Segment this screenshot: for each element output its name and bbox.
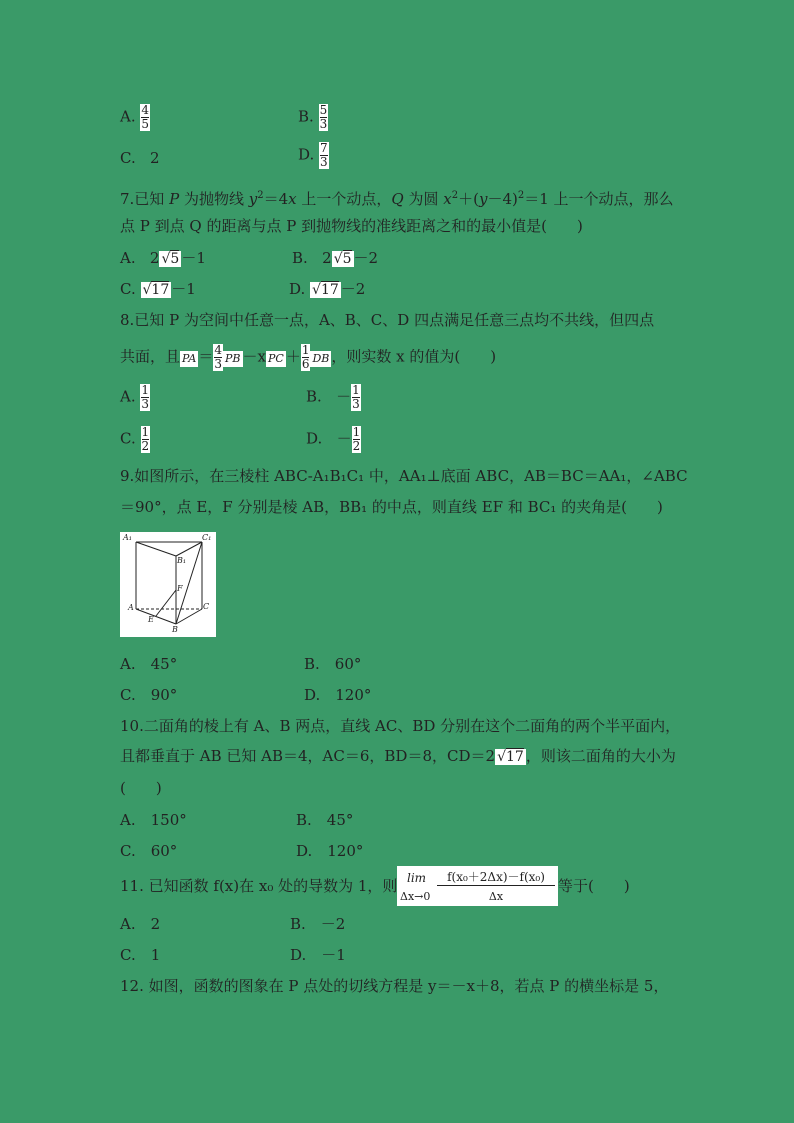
fraction: $\frac{4}{5}$ [141,103,150,131]
q8-option-a[interactable]: A. $\frac{1}{3}$ [120,383,150,411]
q8-option-b[interactable]: B. － $\frac{1}{3}$ [306,383,360,411]
q11-option-b[interactable]: B. －2 [290,915,346,933]
q6-option-d[interactable]: D. $\frac{7}{3}$ [298,141,328,169]
fraction: $\frac{1}{6}$ [301,343,310,371]
q10-option-c[interactable]: C. 60° [120,842,178,860]
q7-stem-line1: 7.已知 P 为抛物线 $y^2=4x$ 上一个动点，Q 为圆 $x^2+(y-4)^2=1$ 上一个动点，那么 [120,190,674,208]
q9-option-d[interactable]: D. 120° [304,686,372,704]
limit-expression: lim Δx→0 f(x₀＋2Δx)－f(x₀) Δx [397,866,558,906]
q7-option-a[interactable]: A. 2 √5 －1 [120,249,206,267]
vector-db: DB [312,351,330,365]
vector-pb: PB [225,351,241,365]
q11-option-d[interactable]: D. －1 [290,946,346,964]
q11-option-c[interactable]: C. 1 [120,946,161,964]
sqrt: √5 [333,251,352,267]
q6-option-a[interactable]: A. $\frac{4}{5}$ [120,103,150,131]
q9-stem-line1: 9.如图所示，在三棱柱 ABC-A₁B₁C₁ 中，AA₁⊥底面 ABC，AB＝BC＝AA₁，∠ABC [120,467,688,485]
fraction: $\frac{1}{3}$ [352,383,360,411]
sqrt: √17 [142,282,170,298]
q8-stem-line1: 8.已知 P 为空间中任意一点，A、B、C、D 四点满足任意三点均不共线，但四点 [120,311,655,329]
fraction: $\frac{1}{2}$ [352,425,361,453]
q10-stem-line2: 且都垂直于 AB 已知 AB＝4，AC＝6，BD＝8，CD＝2 √17 ，则该二面角的大小为 [120,747,676,765]
q10-stem-line3: ( ) [120,779,162,797]
q6-option-b[interactable]: B. $\frac{5}{3}$ [298,103,328,131]
q6-option-c[interactable]: C. 2 [120,149,160,167]
vector-pa: PA [182,351,197,365]
q9-stem-line2: ＝90°，点 E，F 分别是棱 AB，BB₁ 的中点，则直线 EF 和 BC₁ 的夹角是( ) [120,498,663,516]
q10-option-d[interactable]: D. 120° [296,842,364,860]
figure-label: F [177,584,183,593]
figure-label: E [148,615,154,624]
figure-label: A [128,603,134,612]
q7-option-d[interactable]: D. √17 －2 [289,280,366,298]
sqrt: √17 [312,282,339,298]
fraction: $\frac{7}{3}$ [320,141,328,169]
figure-label: A₁ [123,533,132,542]
figure-label: C [203,602,210,611]
q10-stem-line1: 10.二面角的棱上有 A、B 两点，直线 AC、BD 分别在这个二面角的两个半平面内， [120,717,681,735]
q9-option-b[interactable]: B. 60° [304,655,362,673]
q8-option-d[interactable]: D. － $\frac{1}{2}$ [306,425,361,453]
figure-label: B [172,625,178,634]
vector-pc: PC [267,351,284,365]
q11-stem-b: 等于( ) [558,877,630,895]
q7-stem-line2: 点 P 到点 Q 的距离与点 P 到抛物线的准线距离之和的最小值是( ) [120,217,583,235]
q9-option-c[interactable]: C. 90° [120,686,178,704]
sqrt: √5 [161,251,180,267]
q11-stem-a: 11. 已知函数 f(x)在 x₀ 处的导数为 1，则 [120,877,398,895]
q10-option-a[interactable]: A. 150° [120,811,187,829]
fraction: $\frac{1}{2}$ [141,425,150,453]
q11-option-a[interactable]: A. 2 [120,915,161,933]
q7-option-b[interactable]: B. 2 √5 －2 [292,249,379,267]
figure-label: B₁ [177,556,187,565]
q12-stem-line1: 12. 如图，函数的图象在 P 点处的切线方程是 y＝－x＋8，若点 P 的横坐标是 5， [120,977,669,995]
sqrt: √17 [497,749,524,765]
q10-option-b[interactable]: B. 45° [296,811,354,829]
fraction: $\frac{1}{3}$ [141,383,150,411]
fraction: $\frac{5}{3}$ [319,103,328,131]
q8-stem-line2: 共面，且 PA ＝ $\frac{4}{3}$ PB －x PC ＋ $\frac{1}{6}$ DB ，则实数 x 的值为( ) [120,343,497,371]
q9-option-a[interactable]: A. 45° [120,655,178,673]
q8-option-c[interactable]: C. $\frac{1}{2}$ [120,425,150,453]
prism-figure [120,532,216,637]
q7-option-c[interactable]: C. √17 －1 [120,280,196,298]
figure-label: C₁ [202,533,212,542]
fraction: $\frac{4}{3}$ [214,343,223,371]
